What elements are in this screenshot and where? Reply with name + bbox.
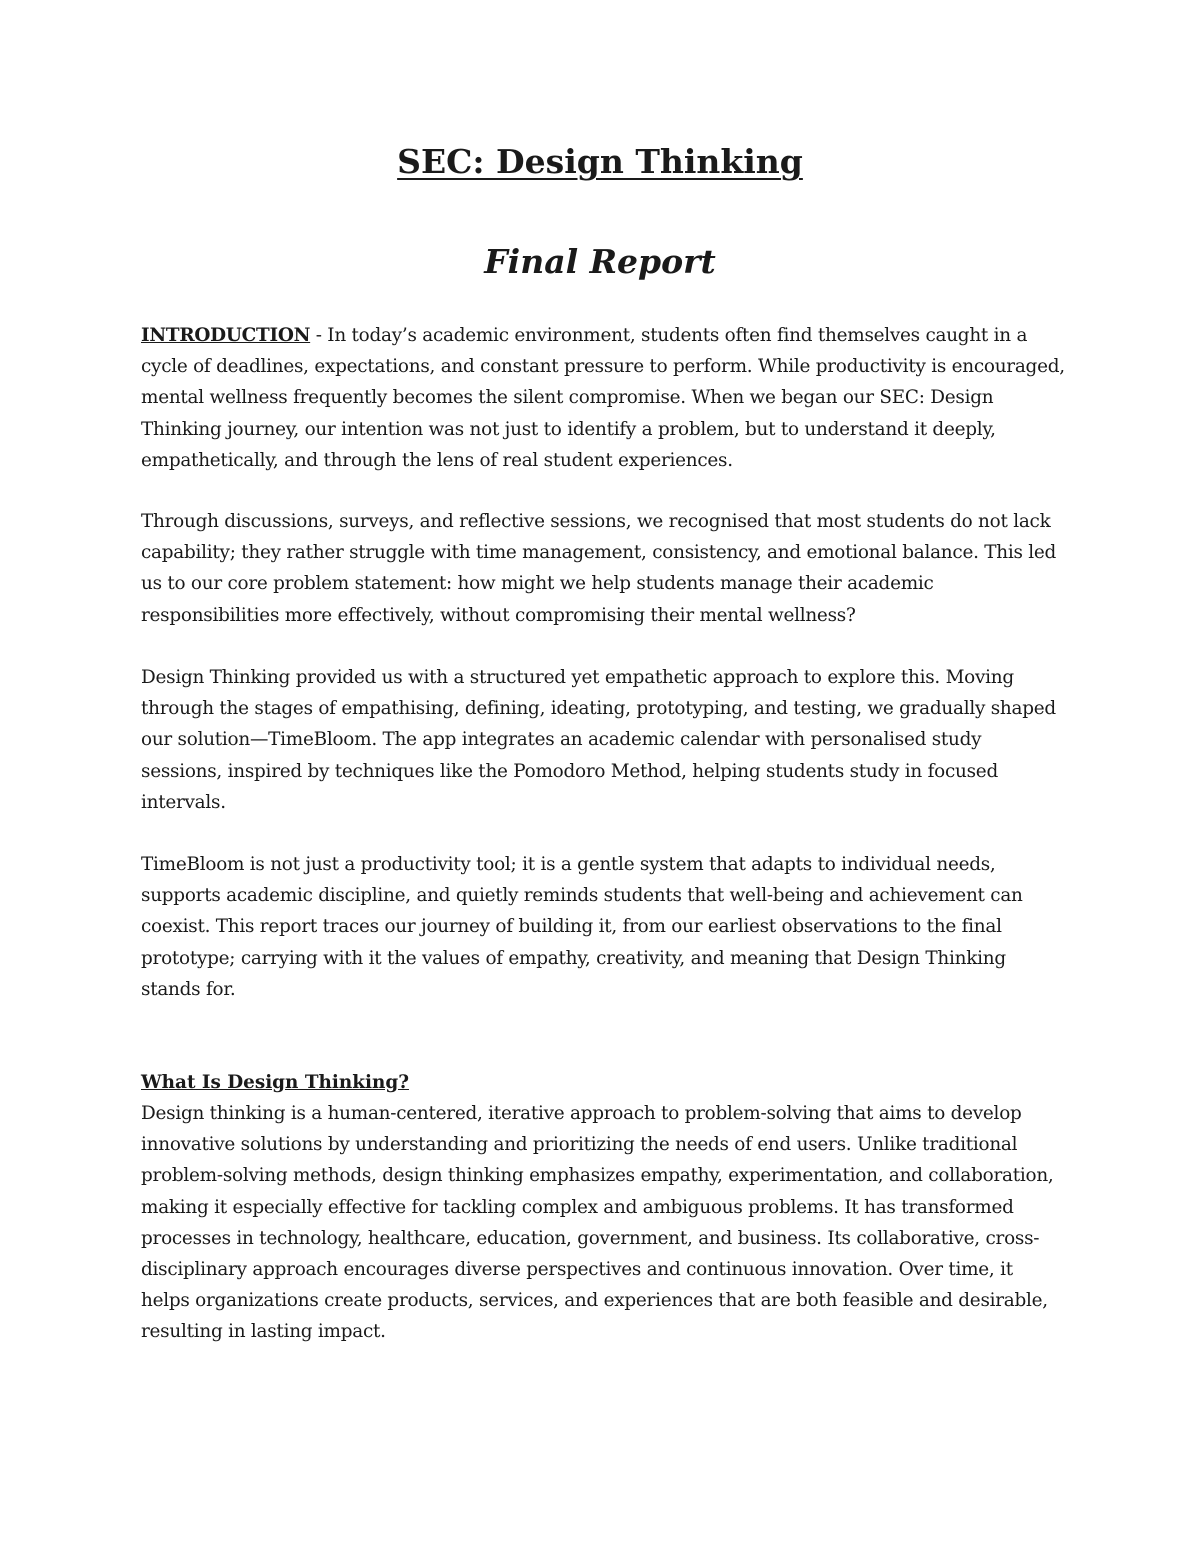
section-heading: What Is Design Thinking? (141, 1072, 409, 1093)
introduction-label: INTRODUCTION (141, 325, 311, 346)
document-title: SEC: Design Thinking (397, 142, 803, 181)
body-paragraph-2: Design Thinking provided us with a structured yet empathetic approach to explore this. Moving through the stages of empathising, defining, ideating, prototyping, and testing, we gradually shaped our solution—TimeBloom. The app integrates an academic calendar with personalised study sessions, inspired by techniques like the Pomodoro Method, helping students study in focused intervals. (141, 667, 1056, 813)
body-paragraph-3: TimeBloom is not just a productivity tool; it is a gentle system that adapts to individual needs, supports academic discipline, and quietly reminds students that well-being and achievement can coexist. This report traces our journey of building it, from our earliest observations to the final prototype; carrying with it the values of empathy, creativity, and meaning that Design Thinking stands for. (141, 854, 1023, 1000)
body-paragraph-1: Through discussions, surveys, and reflective sessions, we recognised that most students do not lack capability; they rather struggle with time management, consistency, and emotional balance. This led us to our core problem statement: how might we help students manage their academic responsibilities more effectively, without compromising their mental wellness? (141, 511, 1057, 626)
introduction-text: - In today’s academic environment, students often find themselves caught in a cycle of deadlines, expectations, and constant pressure to perform. While productivity is encouraged, mental wellness frequently becomes the silent compromise. When we began our SEC: Design Thinking journey, our intention was not just to identify a problem, but to understand it deeply, empathetically, and through the lens of real student experiences. (141, 325, 1065, 471)
document-subtitle: Final Report (484, 242, 716, 281)
section-paragraph: Design thinking is a human-centered, iterative approach to problem-solving that aims to develop innovative solutions by understanding and prioritizing the needs of end users. Unlike traditional problem-solving methods, design thinking emphasizes empathy, experimentation, and collaboration, making it especially effective for tackling complex and ambiguous problems. It has transformed processes in technology, healthcare, education, government, and business. Its collaborative, cross-disciplinary approach encourages diverse perspectives and continuous innovation. Over time, it helps organizations create products, services, and experiences that are both feasible and desirable, resulting in lasting impact. (141, 1103, 1054, 1343)
introduction-paragraph (141, 320, 1066, 476)
